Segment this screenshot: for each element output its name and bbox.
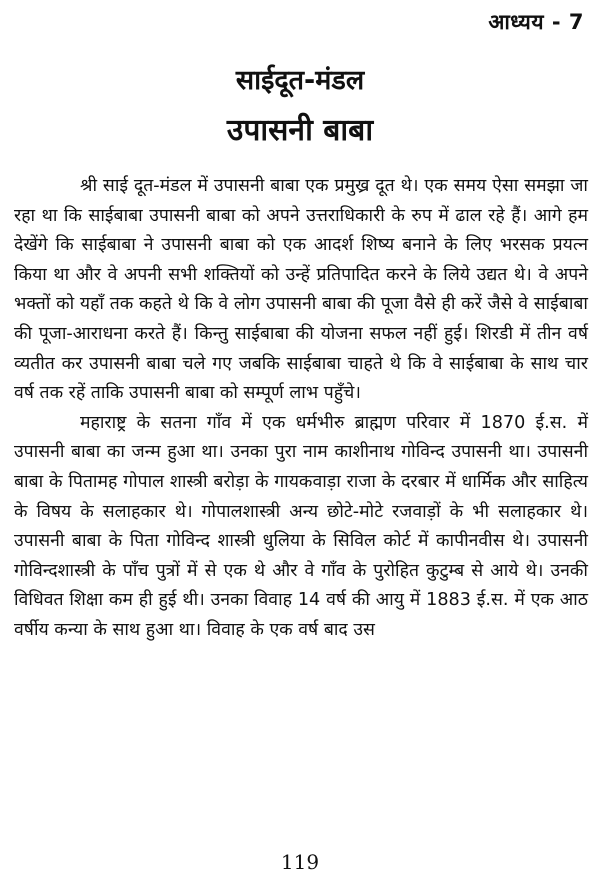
page-number: 119 <box>280 850 320 874</box>
paragraph-2: महाराष्ट्र के सतना गाँव में एक धर्मभीरु ब्राह्मण परिवार में 1870 ई.स. में उपासनी बाबा का जन्म हुआ था। उनका पुरा नाम काशीनाथ गोविन्द उपासनी था। उपासनी बाबा के पितामह गोपाल शास्त्री बरोड़ा के गायकवाड़ा राजा के दरबार में धार्मिक और साहित्य के विषय के सलाहकार थे। गोपालशास्त्री अन्य छोटे-मोटे रजवाड़ों के भी सलाहकार थे। उपासनी बाबा के पिता गोविन्द शास्त्री धुलिया के सिविल कोर्ट में कापीनवीस थे। उपासनी गोविन्दशास्त्री के पाँच पुत्रों में से एक थे और वे गाँव के पुरोहित कुटुम्ब से आये थे। उनकी विधिवत शिक्षा कम ही हुई थी। उनका विवाह 14 वर्ष की आयु में 1883 ई.स. में एक आठ वर्षीय कन्या के साथ हुआ था। विवाह के एक वर्ष बाद उस <box>14 412 589 640</box>
paragraph-1: श्री साई दूत-मंडल में उपासनी बाबा एक प्रमुख्र दूत थे। एक समय ऐसा समझा जा रहा था कि साईबाबा उपासनी बाबा को अपने उत्तराधिकारी के रुप में ढाल रहे हैं। आगे हम देखेंगे कि साईबाबा ने उपासनी बाबा को एक आदर्श शिष्य बनाने के लिए भरसक प्रयत्न किया था और वे अपनी सभी शक्तियों को उन्हें प्रतिपादित करने के लिये उद्यत थे। वे अपने भक्तों को यहाँ तक कहते थे कि वे लोग उपासनी बाबा की पूजा वैसे ही करें जैसे वे साईबाबा की पूजा-आराधना करते हैं। किन्तु साईबाबा की योजना सफल नहीं हुई। शिरडी में तीन वर्ष व्यतीत कर उपासनी बाबा चले गए जबकि साईबाबा चाहते थे कि वे साईबाबा के साथ चार वर्ष तक रहें ताकि उपासनी बाबा को सम्पूर्ण लाभ पहुँचे। <box>14 176 588 404</box>
chapter-label: आध्यय - 7 <box>488 10 584 34</box>
section-title: साईदूत-मंडल <box>235 65 365 96</box>
main-title: उपासनी बाबा <box>226 113 374 148</box>
body-text <box>14 172 588 646</box>
